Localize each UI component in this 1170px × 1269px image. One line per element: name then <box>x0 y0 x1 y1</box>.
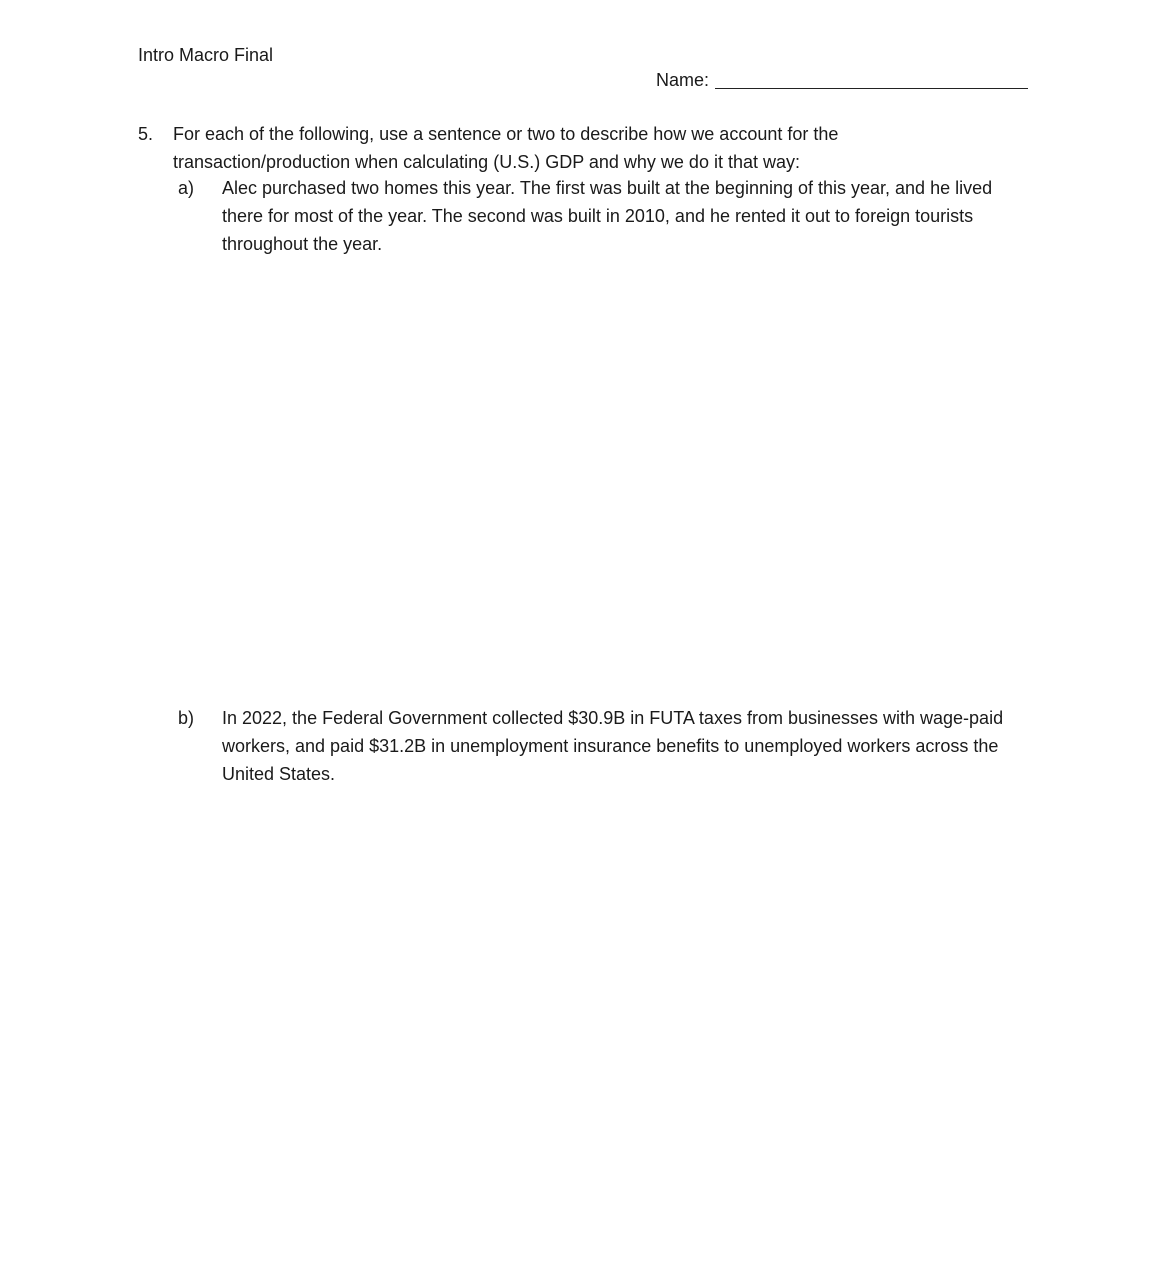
question-5 <box>138 121 1038 176</box>
question-part-a <box>178 174 1038 258</box>
question-part-b <box>178 704 1038 788</box>
part-label-b: b) <box>178 708 195 728</box>
name-field <box>656 69 1028 91</box>
part-text-b: In 2022, the Federal Government collected $30.9B in FUTA taxes from businesses with wage-paid workers, and paid $31.2B in unemployment insurance benefits to unemployed workers across the United States. <box>222 708 1004 784</box>
name-label: Name: <box>656 70 710 90</box>
question-number: 5. <box>138 124 154 144</box>
exam-title: Intro Macro Final <box>138 45 274 65</box>
part-label-a: a) <box>178 178 195 198</box>
name-blank-line <box>715 88 1028 89</box>
part-text-a: Alec purchased two homes this year. The first was built at the beginning of this year, and he lived there for most of the year. The second was built in 2010, and he rented it out to foreign tourists throughout the year. <box>222 178 993 254</box>
question-prompt: For each of the following, use a sentence or two to describe how we account for the transaction/production when calculating (U.S.) GDP and why we do it that way: <box>173 124 839 172</box>
